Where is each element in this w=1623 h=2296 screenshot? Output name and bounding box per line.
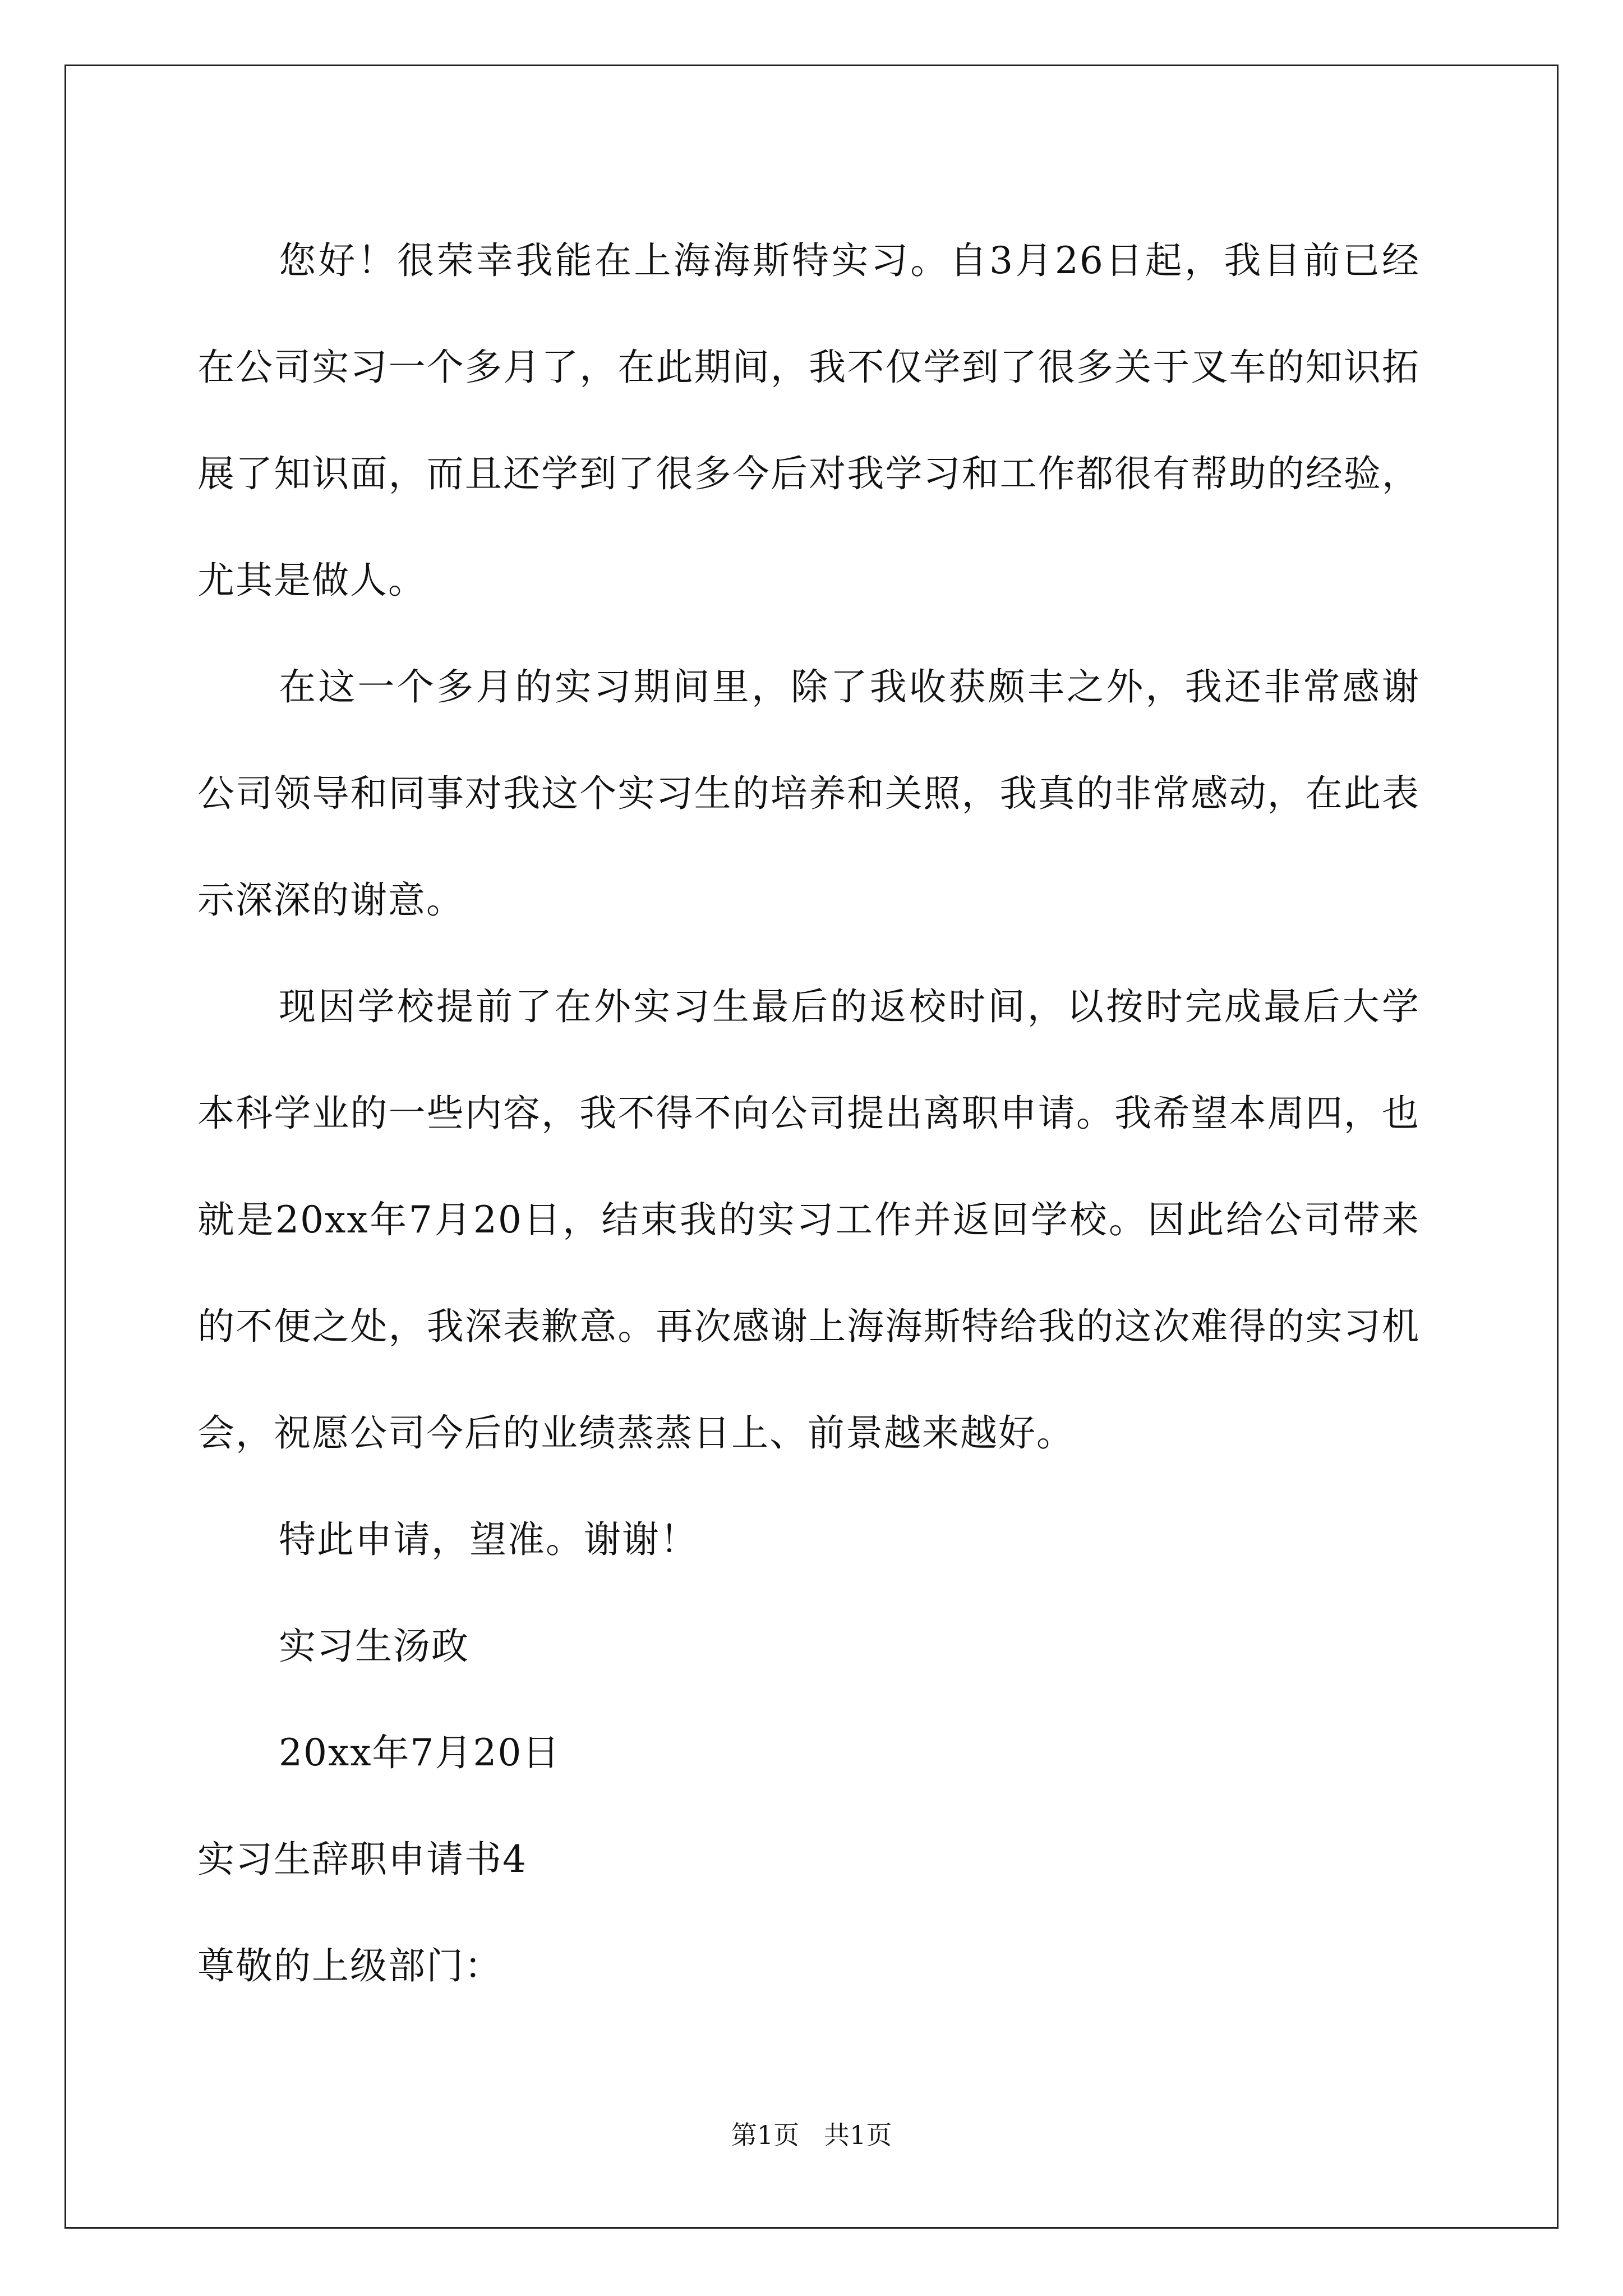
document-body	[197, 208, 1420, 2019]
page-total: 共1页	[824, 2120, 892, 2150]
paragraph-greeting: 您好！很荣幸我能在上海海斯特实习。自3月26日起，我目前已经在公司实习一个多月了，在此期间，我不仅学到了很多关于叉车的知识拓展了知识面，而且还学到了很多今后对我学习和工作都很有帮助的经验，尤其是做人。	[197, 239, 1420, 602]
signature-date: 20xx年7月20日	[279, 1731, 561, 1774]
salutation: 尊敬的上级部门：	[197, 1944, 502, 1987]
paragraph-reason: 现因学校提前了在外实习生最后的返校时间，以按时完成最后大学本科学业的一些内容，我不得不向公司提出离职申请。我希望本周四，也就是20xx年7月20日，结束我的实习工作并返回学校。因此给公司带来的不便之处，我深表歉意。再次感谢上海海斯特给我的这次难得的实习机会，祝愿公司今后的业绩蒸蒸日上、前景越来越好。	[197, 985, 1420, 1455]
page-number: 第1页	[731, 2120, 799, 2150]
section-heading: 实习生辞职申请书4	[197, 1838, 527, 1881]
page-footer	[0, 2115, 1623, 2152]
paragraph-request: 特此申请，望准。谢谢！	[279, 1518, 698, 1561]
paragraph-thanks: 在这一个多月的实习期间里，除了我收获颇丰之外，我还非常感谢公司领导和同事对我这个实习生的培养和关照，我真的非常感动，在此表示深深的谢意。	[197, 665, 1420, 922]
signature-name: 实习生汤政	[279, 1625, 469, 1668]
